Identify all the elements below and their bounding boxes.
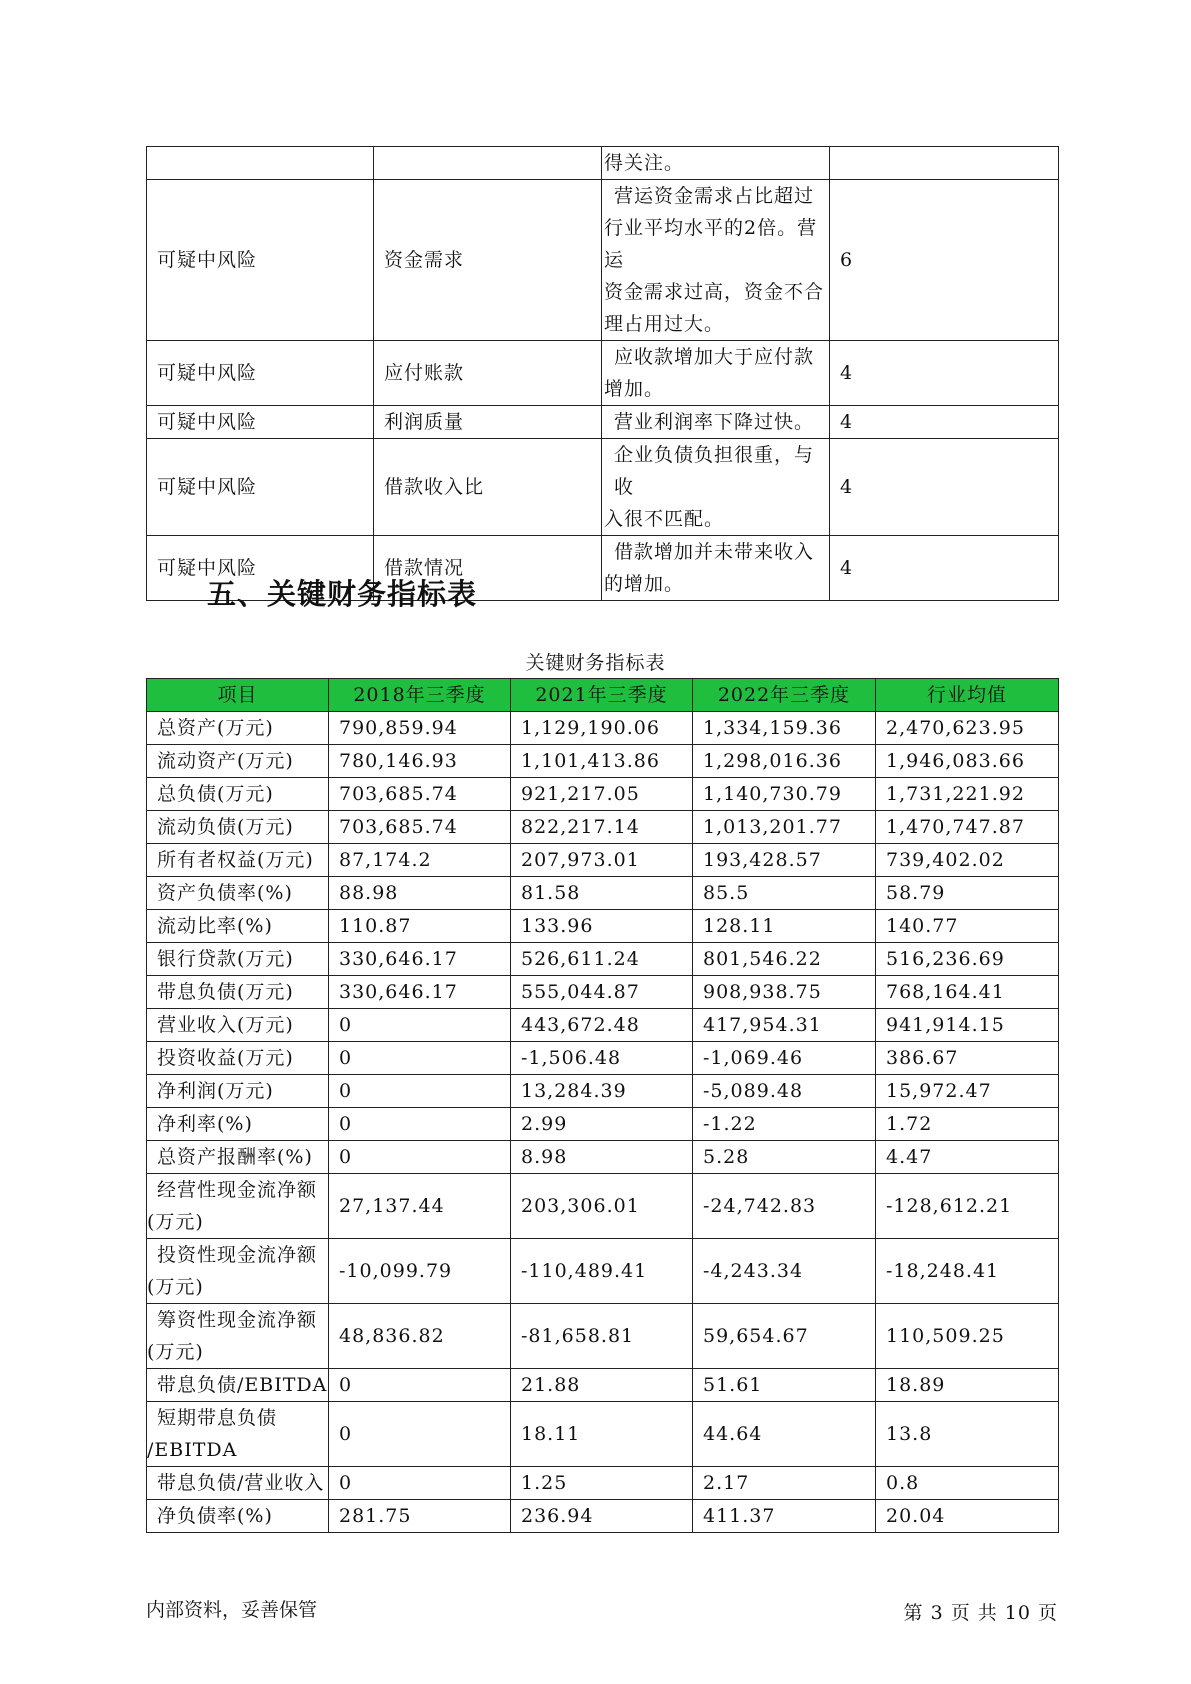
risk-description-cell [602,439,830,536]
risk-item-cell: 借款收入比 [374,439,602,536]
table-row [147,976,1059,1009]
row-label: 流动资产(万元) [147,745,329,778]
value-cell: 21.88 [511,1369,693,1402]
value-cell: 236.94 [511,1500,693,1533]
value-cell: 790,859.94 [329,712,511,745]
value-cell: 18.11 [511,1402,693,1467]
value-cell: 110,509.25 [876,1304,1059,1369]
value-cell: -1.22 [693,1108,876,1141]
row-label: 总资产报酬率(%) [147,1141,329,1174]
risk-table-body [147,147,1059,601]
value-cell: 193,428.57 [693,844,876,877]
row-label: 营业收入(万元) [147,1009,329,1042]
value-cell: 1.25 [511,1467,693,1500]
risk-description-cell [602,147,830,180]
value-cell: 1,101,413.86 [511,745,693,778]
risk-score-cell: 4 [830,406,1059,439]
row-label: 净负债率(%) [147,1500,329,1533]
value-cell: 1,140,730.79 [693,778,876,811]
description-line: 理占用过大。 [604,313,725,335]
row-label: 带息负债(万元) [147,976,329,1009]
row-label-line: 筹资性现金流净额 [157,1309,318,1331]
value-cell: 207,973.01 [511,844,693,877]
value-cell: 133.96 [511,910,693,943]
value-cell: 1.72 [876,1108,1059,1141]
risk-item-cell: 利润质量 [374,406,602,439]
column-header: 2022年三季度 [693,679,876,712]
table-row [147,1108,1059,1141]
risk-row [147,406,1059,439]
table-row [147,1239,1059,1304]
value-cell: 2,470,623.95 [876,712,1059,745]
value-cell: 526,611.24 [511,943,693,976]
value-cell: -81,658.81 [511,1304,693,1369]
risk-item-cell [374,147,602,180]
value-cell: 58.79 [876,877,1059,910]
value-cell: 386.67 [876,1042,1059,1075]
table-row [147,1141,1059,1174]
description-line: 增加。 [604,378,665,400]
risk-score-cell: 4 [830,536,1059,601]
row-label: 净利率(%) [147,1108,329,1141]
description-line: 入很不匹配。 [604,508,725,530]
value-cell: 1,946,083.66 [876,745,1059,778]
footer-page-number: 第 3 页 共 10 页 [903,1602,1058,1624]
value-cell: 85.5 [693,877,876,910]
value-cell: 87,174.2 [329,844,511,877]
risk-item-cell: 借款情况 [374,536,602,601]
value-cell: 703,685.74 [329,778,511,811]
value-cell: 18.89 [876,1369,1059,1402]
column-header: 2018年三季度 [329,679,511,712]
table-row [147,1042,1059,1075]
value-cell: 281.75 [329,1500,511,1533]
row-label [147,1174,329,1239]
row-label [147,1239,329,1304]
value-cell: 13.8 [876,1402,1059,1467]
financial-indicator-table [146,678,1059,1533]
table-row [147,1075,1059,1108]
table-row [147,943,1059,976]
column-header: 2021年三季度 [511,679,693,712]
value-cell: 20.04 [876,1500,1059,1533]
description-line: 企业负债负担很重，与收 [614,444,815,498]
value-cell: 27,137.44 [329,1174,511,1239]
value-cell: 0 [329,1402,511,1467]
value-cell: -110,489.41 [511,1239,693,1304]
value-cell: -5,089.48 [693,1075,876,1108]
row-label: 流动负债(万元) [147,811,329,844]
risk-score-cell: 4 [830,439,1059,536]
row-label: 带息负债/营业收入 [147,1467,329,1500]
row-label: 资产负债率(%) [147,877,329,910]
row-label [147,1304,329,1369]
value-cell: 51.61 [693,1369,876,1402]
risk-table [146,146,1059,601]
row-label-line: (万元) [147,1341,204,1363]
table-row [147,811,1059,844]
value-cell: 908,938.75 [693,976,876,1009]
table-row [147,1174,1059,1239]
description-line: 营业利润率下降过快。 [614,411,815,433]
row-label: 总资产(万元) [147,712,329,745]
risk-level-cell: 可疑中风险 [147,406,374,439]
value-cell: 555,044.87 [511,976,693,1009]
value-cell: 88.98 [329,877,511,910]
description-line: 行业平均水平的2倍。营运 [604,217,818,271]
row-label-line: 经营性现金流净额 [157,1179,318,1201]
risk-row [147,439,1059,536]
value-cell: -4,243.34 [693,1239,876,1304]
value-cell: -1,069.46 [693,1042,876,1075]
table-row [147,844,1059,877]
risk-row [147,341,1059,406]
table-row [147,745,1059,778]
value-cell: 822,217.14 [511,811,693,844]
value-cell: 1,298,016.36 [693,745,876,778]
risk-score-cell: 4 [830,341,1059,406]
value-cell: 443,672.48 [511,1009,693,1042]
value-cell: -1,506.48 [511,1042,693,1075]
risk-row [147,147,1059,180]
value-cell: 128.11 [693,910,876,943]
table-row [147,910,1059,943]
value-cell: 15,972.47 [876,1075,1059,1108]
value-cell: 516,236.69 [876,943,1059,976]
value-cell: 2.99 [511,1108,693,1141]
table-row [147,877,1059,910]
column-header: 项目 [147,679,329,712]
value-cell: 703,685.74 [329,811,511,844]
value-cell: 739,402.02 [876,844,1059,877]
row-label: 总负债(万元) [147,778,329,811]
risk-description-cell [602,180,830,341]
risk-score-cell: 6 [830,180,1059,341]
value-cell: -24,742.83 [693,1174,876,1239]
value-cell: 140.77 [876,910,1059,943]
risk-description-cell [602,406,830,439]
value-cell: 2.17 [693,1467,876,1500]
table-caption: 关键财务指标表 [525,652,666,674]
risk-item-cell: 资金需求 [374,180,602,341]
risk-row [147,180,1059,341]
value-cell: 941,914.15 [876,1009,1059,1042]
row-label-line: (万元) [147,1211,204,1233]
value-cell: 59,654.67 [693,1304,876,1369]
table-row [147,1467,1059,1500]
table-row [147,712,1059,745]
row-label: 流动比率(%) [147,910,329,943]
value-cell: 921,217.05 [511,778,693,811]
table-row [147,1009,1059,1042]
value-cell: 44.64 [693,1402,876,1467]
value-cell: 1,731,221.92 [876,778,1059,811]
description-line: 应收款增加大于应付款 [614,346,815,368]
value-cell: 0 [329,1369,511,1402]
value-cell: 0 [329,1108,511,1141]
table-body [147,712,1059,1533]
value-cell: 0 [329,1042,511,1075]
description-line: 的增加。 [604,573,685,595]
value-cell: -18,248.41 [876,1239,1059,1304]
table-row [147,1402,1059,1467]
value-cell: 0 [329,1467,511,1500]
row-label-line: 短期带息负债 [157,1407,278,1429]
value-cell: 203,306.01 [511,1174,693,1239]
risk-level-cell: 可疑中风险 [147,341,374,406]
value-cell: -10,099.79 [329,1239,511,1304]
value-cell: 0 [329,1141,511,1174]
value-cell: 8.98 [511,1141,693,1174]
value-cell: 110.87 [329,910,511,943]
row-label: 银行贷款(万元) [147,943,329,976]
table-row [147,1304,1059,1369]
row-label: 投资收益(万元) [147,1042,329,1075]
value-cell: 4.47 [876,1141,1059,1174]
value-cell: -128,612.21 [876,1174,1059,1239]
row-label-line: 投资性现金流净额 [157,1244,318,1266]
risk-description-cell [602,341,830,406]
risk-level-cell: 可疑中风险 [147,180,374,341]
risk-level-cell: 可疑中风险 [147,536,374,601]
row-label-line: /EBITDA [147,1439,238,1461]
description-line: 资金需求过高，资金不合 [604,281,825,303]
row-label-line: (万元) [147,1276,204,1298]
value-cell: 0.8 [876,1467,1059,1500]
description-line: 得关注。 [604,152,685,174]
value-cell: 1,013,201.77 [693,811,876,844]
row-label [147,1402,329,1467]
value-cell: 330,646.17 [329,976,511,1009]
table-row [147,1500,1059,1533]
value-cell: 1,334,159.36 [693,712,876,745]
value-cell: 1,129,190.06 [511,712,693,745]
description-line: 借款增加并未带来收入 [614,541,815,563]
row-label: 净利润(万元) [147,1075,329,1108]
table-row [147,778,1059,811]
value-cell: 5.28 [693,1141,876,1174]
value-cell: 48,836.82 [329,1304,511,1369]
table-row [147,1369,1059,1402]
value-cell: 411.37 [693,1500,876,1533]
value-cell: 417,954.31 [693,1009,876,1042]
value-cell: 330,646.17 [329,943,511,976]
footer-confidential-note: 内部资料，妥善保管 [146,1599,318,1621]
value-cell: 1,470,747.87 [876,811,1059,844]
value-cell: 81.58 [511,877,693,910]
risk-level-cell [147,147,374,180]
value-cell: 0 [329,1009,511,1042]
value-cell: 13,284.39 [511,1075,693,1108]
risk-score-cell [830,147,1059,180]
value-cell: 0 [329,1075,511,1108]
row-label: 带息负债/EBITDA [147,1369,329,1402]
value-cell: 768,164.41 [876,976,1059,1009]
risk-description-cell [602,536,830,601]
value-cell: 801,546.22 [693,943,876,976]
section-heading: 五、关键财务指标表 [207,577,478,611]
table-header [147,679,1059,712]
risk-level-cell: 可疑中风险 [147,439,374,536]
risk-item-cell: 应付账款 [374,341,602,406]
value-cell: 780,146.93 [329,745,511,778]
column-header: 行业均值 [876,679,1059,712]
row-label: 所有者权益(万元) [147,844,329,877]
description-line: 营运资金需求占比超过 [614,185,815,207]
